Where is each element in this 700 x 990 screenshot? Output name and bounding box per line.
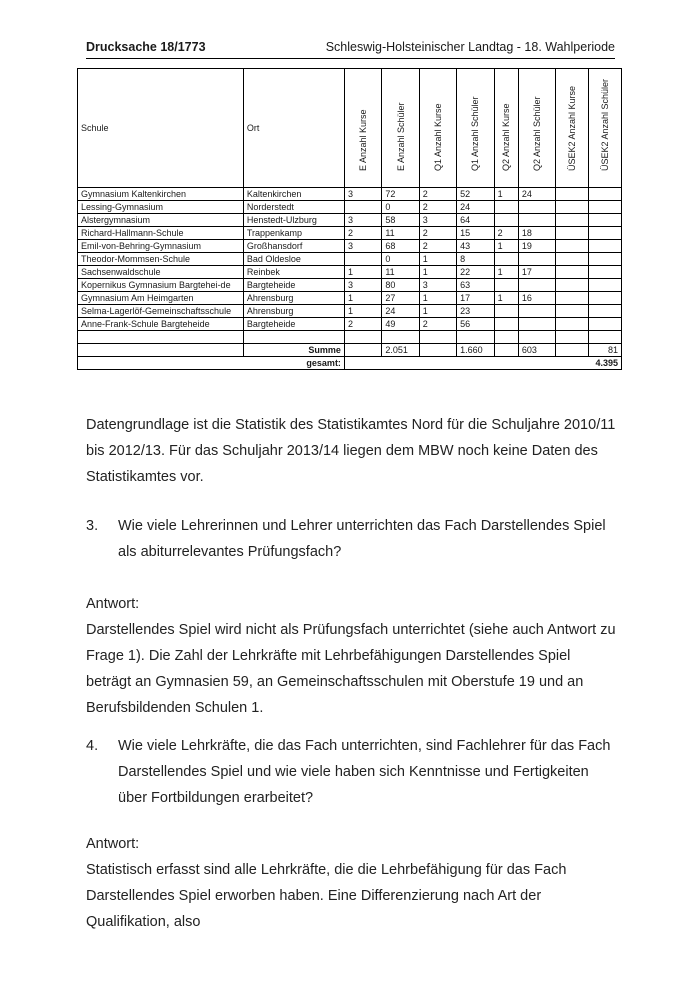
table-row bbox=[78, 201, 622, 214]
table-cell: 3 bbox=[344, 240, 381, 253]
column-header bbox=[556, 69, 588, 188]
table-cell bbox=[518, 201, 555, 214]
answer-text: Darstellendes Spiel wird nicht als Prüfungsfach unterrichtet (siehe auch Antwort zu Frage 1). Die Zahl der Lehrkräfte mit Lehrbefähigungen Darstellendes Spiel beträgt an Gymnasien 59, an Gemeinschaftsschulen mit Oberstufe 19 und an Berufsbildenden Schulen 1. bbox=[86, 622, 616, 716]
table-cell: Sachsenwaldschule bbox=[78, 266, 244, 279]
column-header-label: Q2 Anzahl Schüler bbox=[532, 96, 543, 171]
table-cell: 2 bbox=[419, 201, 456, 214]
table-cell: 2 bbox=[419, 240, 456, 253]
total-row bbox=[78, 357, 622, 370]
table-cell: 23 bbox=[457, 305, 494, 318]
table-cell: 1 bbox=[494, 240, 518, 253]
table-cell bbox=[494, 344, 518, 357]
table-cell: 43 bbox=[457, 240, 494, 253]
table-cell bbox=[494, 331, 518, 344]
page-header bbox=[86, 38, 615, 59]
question-text: Wie viele Lehrkräfte, die das Fach unterrichten, sind Fachlehrer für das Fach Darstellendes Spiel und wie viele haben sich Kenntnisse und Fertigkeiten über Fortbildungen erarbeitet? bbox=[118, 738, 611, 806]
table-cell bbox=[556, 227, 588, 240]
column-header bbox=[419, 69, 456, 188]
table-cell: Bargteheide bbox=[243, 318, 344, 331]
table-cell: Lessing-Gymnasium bbox=[78, 201, 244, 214]
table-cell: Gymnasium Kaltenkirchen bbox=[78, 188, 244, 201]
table-cell bbox=[588, 292, 621, 305]
column-header: Schule bbox=[78, 69, 244, 188]
table-cell: Großhansdorf bbox=[243, 240, 344, 253]
table-cell: 1 bbox=[419, 305, 456, 318]
table-cell: 2 bbox=[344, 318, 381, 331]
table-cell: Alstergymnasium bbox=[78, 214, 244, 227]
table-row bbox=[78, 318, 622, 331]
table-cell: 1 bbox=[494, 292, 518, 305]
data-source-paragraph: Datengrundlage ist die Statistik des Statistikamtes Nord für die Schuljahre 2010/11 bis 2012/13. Für das Schuljahr 2013/14 liegen dem MBW noch keine Daten des Statistikamtes vor. bbox=[86, 417, 616, 485]
sum-row bbox=[78, 344, 622, 357]
table-cell bbox=[419, 344, 456, 357]
table-row bbox=[78, 188, 622, 201]
table-cell: Kaltenkirchen bbox=[243, 188, 344, 201]
total-value: 4.395 bbox=[344, 357, 621, 370]
table-cell: 1 bbox=[419, 253, 456, 266]
table-cell bbox=[556, 344, 588, 357]
table-cell: 2 bbox=[494, 227, 518, 240]
table-cell bbox=[556, 253, 588, 266]
table-cell: 49 bbox=[382, 318, 419, 331]
table-cell bbox=[556, 305, 588, 318]
table-cell: Ahrensburg bbox=[243, 292, 344, 305]
statistics-table bbox=[77, 68, 622, 370]
table-cell bbox=[588, 266, 621, 279]
table-cell: Norderstedt bbox=[243, 201, 344, 214]
table-cell bbox=[556, 188, 588, 201]
table-cell bbox=[556, 331, 588, 344]
table-cell: 3 bbox=[344, 279, 381, 292]
table-row bbox=[78, 279, 622, 292]
table-cell: Reinbek bbox=[243, 266, 344, 279]
question-4 bbox=[86, 733, 616, 811]
answer-label: Antwort: bbox=[86, 596, 140, 612]
table-cell: 22 bbox=[457, 266, 494, 279]
sum-e-schueler: 2.051 bbox=[382, 344, 419, 357]
column-header-label: ÜSEK2 Anzahl Kurse bbox=[566, 85, 577, 171]
table-cell: 11 bbox=[382, 266, 419, 279]
table-cell: 64 bbox=[457, 214, 494, 227]
table-cell: Henstedt-Ulzburg bbox=[243, 214, 344, 227]
table-cell bbox=[494, 253, 518, 266]
column-header-label: ÜSEK2 Anzahl Schüler bbox=[599, 78, 610, 171]
question-text: Wie viele Lehrerinnen und Lehrer unterrichten das Fach Darstellendes Spiel als abiturrelevantes Prüfungsfach? bbox=[118, 518, 606, 560]
table-cell bbox=[494, 318, 518, 331]
table-cell: 1 bbox=[494, 266, 518, 279]
column-header bbox=[518, 69, 555, 188]
table-cell: 1 bbox=[344, 305, 381, 318]
total-label: gesamt: bbox=[78, 357, 345, 370]
sum-q1-schueler: 1.660 bbox=[457, 344, 494, 357]
column-header-label: Q1 Anzahl Schüler bbox=[470, 96, 481, 171]
column-header bbox=[494, 69, 518, 188]
column-header bbox=[457, 69, 494, 188]
table-cell bbox=[344, 201, 381, 214]
table-cell: Bad Oldesloe bbox=[243, 253, 344, 266]
table-cell: 18 bbox=[518, 227, 555, 240]
table-cell bbox=[556, 214, 588, 227]
answer-text: Statistisch erfasst sind alle Lehrkräfte, die die Lehrbefähigung für das Fach Darstellendes Spiel erworben haben. Eine Differenzierung nach Art der Qualifikation, also bbox=[86, 862, 567, 930]
table-cell bbox=[494, 201, 518, 214]
table-cell bbox=[494, 214, 518, 227]
table-cell bbox=[588, 188, 621, 201]
table-cell: 2 bbox=[419, 318, 456, 331]
column-header bbox=[382, 69, 419, 188]
table-cell bbox=[556, 266, 588, 279]
table-cell: 2 bbox=[419, 188, 456, 201]
question-number: 3. bbox=[86, 518, 99, 534]
table-cell: 24 bbox=[457, 201, 494, 214]
answer-label: Antwort: bbox=[86, 836, 140, 852]
table-cell: 1 bbox=[419, 292, 456, 305]
column-header-label: E Anzahl Schüler bbox=[395, 102, 406, 171]
table-cell bbox=[494, 305, 518, 318]
document-number: Drucksache 18/1773 bbox=[86, 40, 206, 54]
table-cell: 2 bbox=[419, 227, 456, 240]
table-cell: 17 bbox=[457, 292, 494, 305]
table-cell: Gymnasium Am Heimgarten bbox=[78, 292, 244, 305]
table-cell bbox=[344, 344, 381, 357]
table-cell: 1 bbox=[419, 266, 456, 279]
table-row bbox=[78, 331, 622, 344]
table-cell: 58 bbox=[382, 214, 419, 227]
table-cell: 3 bbox=[419, 279, 456, 292]
table-cell bbox=[588, 331, 621, 344]
table-cell bbox=[556, 292, 588, 305]
table-cell: Selma-Lagerlöf-Gemeinschaftsschule bbox=[78, 305, 244, 318]
sum-uesek2-schueler: 81 bbox=[588, 344, 621, 357]
table-cell bbox=[556, 240, 588, 253]
table-cell: 11 bbox=[382, 227, 419, 240]
table-cell bbox=[243, 331, 344, 344]
sum-label: Summe bbox=[243, 344, 344, 357]
table-cell: 1 bbox=[344, 292, 381, 305]
table-cell: 80 bbox=[382, 279, 419, 292]
table-cell bbox=[518, 214, 555, 227]
table-cell: 68 bbox=[382, 240, 419, 253]
table-cell: 19 bbox=[518, 240, 555, 253]
table-cell bbox=[518, 318, 555, 331]
table-cell bbox=[588, 201, 621, 214]
table-row bbox=[78, 305, 622, 318]
table-row bbox=[78, 266, 622, 279]
table-row bbox=[78, 214, 622, 227]
table-cell bbox=[518, 253, 555, 266]
question-number: 4. bbox=[86, 738, 99, 754]
table-cell bbox=[588, 318, 621, 331]
table-body bbox=[78, 188, 622, 344]
table-cell: 17 bbox=[518, 266, 555, 279]
table-cell: Ahrensburg bbox=[243, 305, 344, 318]
table-cell: 3 bbox=[419, 214, 456, 227]
table-cell: 52 bbox=[457, 188, 494, 201]
table-cell: Emil-von-Behring-Gymnasium bbox=[78, 240, 244, 253]
table-cell bbox=[518, 331, 555, 344]
table-cell: 0 bbox=[382, 201, 419, 214]
table-cell bbox=[588, 240, 621, 253]
table-cell bbox=[588, 227, 621, 240]
table-cell: 1 bbox=[344, 266, 381, 279]
table-cell bbox=[419, 331, 456, 344]
table-row bbox=[78, 240, 622, 253]
table-cell: Kopernikus Gymnasium Bargtehei-de bbox=[78, 279, 244, 292]
column-header bbox=[588, 69, 621, 188]
table-cell: 2 bbox=[344, 227, 381, 240]
column-header-label: Q1 Anzahl Kurse bbox=[432, 103, 443, 171]
table-cell: Richard-Hallmann-Schule bbox=[78, 227, 244, 240]
table-cell: 16 bbox=[518, 292, 555, 305]
table-cell: 56 bbox=[457, 318, 494, 331]
table-cell bbox=[588, 305, 621, 318]
table-cell: 63 bbox=[457, 279, 494, 292]
table-cell: 24 bbox=[518, 188, 555, 201]
table-row bbox=[78, 227, 622, 240]
table-cell: 3 bbox=[344, 188, 381, 201]
table-cell bbox=[382, 331, 419, 344]
table-cell bbox=[457, 331, 494, 344]
table-cell bbox=[78, 344, 244, 357]
table-cell bbox=[494, 279, 518, 292]
table-cell: 0 bbox=[382, 253, 419, 266]
table-cell bbox=[78, 331, 244, 344]
table-cell: 72 bbox=[382, 188, 419, 201]
column-header: Ort bbox=[243, 69, 344, 188]
table-cell bbox=[588, 253, 621, 266]
column-header bbox=[344, 69, 381, 188]
table-cell: 3 bbox=[344, 214, 381, 227]
table-cell: 8 bbox=[457, 253, 494, 266]
table-cell bbox=[556, 201, 588, 214]
table-cell bbox=[344, 253, 381, 266]
table-cell: 15 bbox=[457, 227, 494, 240]
table-cell bbox=[588, 279, 621, 292]
question-3 bbox=[86, 513, 616, 565]
sum-q2-schueler: 603 bbox=[518, 344, 555, 357]
table-cell bbox=[556, 318, 588, 331]
table-cell: Anne-Frank-Schule Bargteheide bbox=[78, 318, 244, 331]
table-row bbox=[78, 292, 622, 305]
parliament-title: Schleswig-Holsteinischer Landtag - 18. Wahlperiode bbox=[325, 40, 615, 54]
table-cell: Trappenkamp bbox=[243, 227, 344, 240]
table-cell: 24 bbox=[382, 305, 419, 318]
table-cell bbox=[588, 214, 621, 227]
table-row bbox=[78, 253, 622, 266]
table-cell: Theodor-Mommsen-Schule bbox=[78, 253, 244, 266]
table-cell bbox=[518, 279, 555, 292]
table-cell bbox=[518, 305, 555, 318]
table-cell: 1 bbox=[494, 188, 518, 201]
column-header-label: E Anzahl Kurse bbox=[358, 109, 369, 171]
table-cell bbox=[344, 331, 381, 344]
table-cell bbox=[556, 279, 588, 292]
table-cell: 27 bbox=[382, 292, 419, 305]
table-cell: Bargteheide bbox=[243, 279, 344, 292]
column-header-label: Q2 Anzahl Kurse bbox=[501, 103, 512, 171]
table-header-row bbox=[78, 69, 622, 188]
